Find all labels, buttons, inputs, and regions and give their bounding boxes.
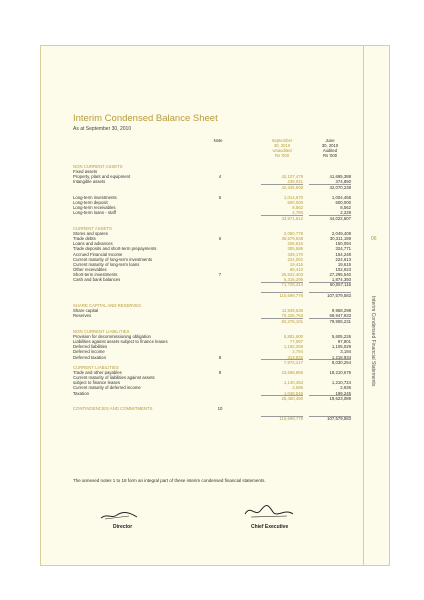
col1-subtotal-rule [261, 318, 303, 319]
col1-value: 205,615 [287, 241, 303, 247]
row-note: 10 [217, 406, 223, 412]
col2-value: 42,070,238 [329, 184, 351, 190]
col2-value: 600,000 [335, 200, 351, 206]
col1-value: 2,780 [292, 210, 303, 216]
col1-value: 1,048,546 [283, 390, 303, 396]
row-label: Short-term investments [73, 272, 118, 278]
col2-value: 41,695,388 [329, 174, 351, 180]
page-subtitle: As at September 30, 2010 [73, 126, 132, 132]
col2-value: 1,218,934 [331, 354, 351, 360]
col2-value: 2,049,408 [331, 230, 351, 236]
col1-subtotal-rule [261, 395, 303, 396]
row-label: Fixed assets [73, 169, 98, 175]
col1-value: 305,586 [287, 246, 303, 252]
vertical-section-title: Interim Condensed Financial Statements [370, 296, 376, 387]
row-note: 4 [218, 174, 222, 180]
row-label: Trade and other payables [73, 370, 122, 375]
row-label: Long-term deposit [73, 200, 108, 206]
row-label: NON CURRENT LIABILITIES [73, 328, 130, 334]
col1-value: 70,326,763 [281, 313, 303, 319]
row-label: CONTINGENCIES AND COMMITMENTS [73, 406, 153, 412]
col2-value: 1,210,724 [331, 380, 351, 386]
col1-value: 1,192,259 [283, 344, 303, 350]
col1-value: 1,014,670 [283, 194, 303, 200]
col2-subtotal-rule [309, 318, 351, 319]
col2-value: 102,923 [335, 267, 351, 272]
row-label: Long-term receivables [73, 205, 116, 211]
row-label: Reserves [73, 313, 92, 319]
row-note: 9 [218, 370, 222, 375]
col2-header: June 30, 2010 Audited Rs '000 [321, 138, 339, 158]
col1-subtotal-rule [261, 292, 303, 293]
row-label: Liabilities against assets subject to finance leases [73, 339, 168, 345]
row-label: Deferred taxation [73, 354, 106, 360]
col2-value: 2,229 [340, 210, 351, 216]
col1-value: 238,021 [287, 179, 303, 185]
row-label: Trade deposits and short-term prepayments [73, 246, 157, 252]
col2-value: 69,947,933 [329, 313, 351, 319]
col1-value: 82,276,101 [281, 318, 303, 324]
col2-value: 97,801 [337, 339, 351, 345]
row-label: SHARE CAPITAL AND RESERVES [73, 303, 141, 309]
col1-value: 19,415 [289, 261, 303, 267]
row-label: CURRENT LIABILITIES [73, 364, 119, 370]
col2-subtotal-rule [309, 416, 351, 417]
col2-subtotal-rule [309, 184, 351, 185]
col2-subtotal-rule [309, 215, 351, 216]
col1-value: 1,140,453 [283, 380, 303, 386]
col1-value: 600,000 [287, 200, 303, 206]
col2-value: 19,623,089 [329, 395, 351, 401]
col1-value: 2,060,779 [283, 230, 303, 236]
col1-value: 224,052 [287, 256, 303, 262]
col2-value: 154,248 [335, 251, 351, 257]
col2-subtotal-rule [309, 282, 351, 283]
col1-value: 77,067 [289, 339, 303, 345]
row-note: 7 [218, 272, 222, 278]
row-label: Provision for decommissioning obligation [73, 333, 151, 339]
col1-value: 36,579,638 [281, 236, 303, 242]
col2-subtotal-rule [309, 292, 351, 293]
col1-value: 8,562 [292, 205, 303, 211]
col1-value: 25,522,403 [281, 272, 303, 278]
row-label: Current maturity of liabilities against assets [73, 375, 155, 381]
col2-value: 8,030,264 [331, 359, 351, 365]
col2-value: 9,958,298 [331, 308, 351, 314]
col1-value: 42,345,500 [281, 184, 303, 190]
col2-value: 324,771 [335, 246, 351, 252]
col2-subtotal-rule [309, 395, 351, 396]
page-number: 06 [371, 236, 377, 242]
col1-subtotal-rule [261, 416, 303, 417]
row-label: CURRENT ASSETS [73, 225, 112, 231]
col2-value: 30,311,189 [329, 236, 351, 242]
col1-subtotal-rule [261, 215, 303, 216]
row-label: Trade debts [73, 236, 96, 242]
row-label: subject to finance leases [73, 380, 121, 386]
row-note: 5 [218, 194, 222, 200]
row-label: Stores and spares [73, 230, 108, 236]
col1-value: 25,450,460 [281, 395, 303, 401]
row-label: Share capital [73, 308, 99, 314]
col2-value: 5,605,226 [331, 333, 351, 339]
row-label: Other receivables [73, 267, 107, 272]
col1-value: 115,699,778 [279, 416, 303, 422]
col2-value: 374,850 [335, 179, 351, 185]
row-label: Long-term investments [73, 194, 117, 200]
row-label: Cash and bank balances [73, 277, 121, 283]
row-label: Deferred liabilities [73, 344, 108, 350]
col1-value: 339,170 [287, 251, 303, 257]
row-label: Current maturity of deferred income [73, 385, 141, 391]
col2-value: 19,615 [337, 261, 351, 267]
col1-value: 2,596 [292, 385, 303, 391]
row-label: Taxation [73, 390, 90, 396]
sidebar-divider [363, 46, 364, 565]
col2-value: 1,105,029 [331, 344, 351, 350]
col2-subtotal-rule [309, 359, 351, 360]
row-label: Current maturity of long-term investments [73, 256, 153, 262]
row-label: Current maturity of long-term loans [73, 261, 140, 267]
col2-value: 150,094 [335, 241, 351, 247]
col1-subtotal-rule [261, 359, 303, 360]
col1-value: 313,835 [287, 354, 303, 360]
col2-value: 224,613 [335, 256, 351, 262]
page-panel [40, 45, 390, 566]
table-row [73, 416, 355, 421]
col1-value: 71,728,414 [281, 282, 303, 288]
row-label: Accrued Financial Income [73, 251, 123, 257]
col2-value: 79,906,231 [329, 318, 351, 324]
footnote: The annexed notes 1 to 18 form an integral part of these interim condensed financial statements. [73, 478, 266, 483]
col1-value: 5,315,295 [283, 277, 303, 283]
note-column-header: Note [213, 138, 223, 143]
col2-value: 1,004,468 [331, 194, 351, 200]
page-title: Interim Condensed Balance Sheet [73, 113, 218, 124]
col2-value: 27,295,540 [329, 272, 351, 278]
col2-value: 2,936 [340, 385, 351, 391]
row-note: 8 [218, 354, 222, 360]
col1-value: 2,794 [292, 349, 303, 355]
col1-value: 86,410 [289, 267, 303, 272]
col2-value: 107,579,583 [327, 416, 351, 422]
col2-value: 18,210,679 [329, 370, 351, 375]
col2-value: 8,562 [340, 205, 351, 211]
row-label: Long-term loans - staff [73, 210, 116, 216]
col1-subtotal-rule [261, 282, 303, 283]
row-label: Deferred income [73, 349, 105, 355]
col1-value: 5,881,600 [283, 333, 303, 339]
col1-value: 115,699,778 [279, 292, 303, 298]
col1-subtotal-rule [261, 184, 303, 185]
row-label: NON CURRENT ASSETS [73, 164, 123, 169]
col1-value: 7,973,217 [283, 359, 303, 365]
chief-executive-label: Chief Executive [251, 524, 289, 530]
col1-header: September 30, 2010 Unaudited Rs '000 [271, 138, 293, 158]
col1-value: 11,949,536 [281, 308, 303, 314]
col2-value: 107,579,583 [327, 292, 351, 298]
col2-value: 44,022,607 [329, 215, 351, 221]
row-note: 6 [218, 236, 222, 242]
chief-executive-signature-mark [241, 502, 297, 525]
director-label: Director [113, 524, 133, 530]
row-label: Loans and advances [73, 241, 113, 247]
col1-value: 43,971,512 [281, 215, 303, 221]
col1-value: 23,558,865 [281, 370, 303, 375]
row-label: Property, plant and equipment [73, 174, 131, 180]
col1-value: 42,107,479 [281, 174, 303, 180]
col2-value: 199,245 [335, 390, 351, 396]
col2-value: 60,057,116 [329, 282, 351, 288]
col2-value: 3,194 [340, 349, 351, 355]
row-label: Intangible assets [73, 179, 106, 185]
col2-value: 1,874,393 [331, 277, 351, 283]
